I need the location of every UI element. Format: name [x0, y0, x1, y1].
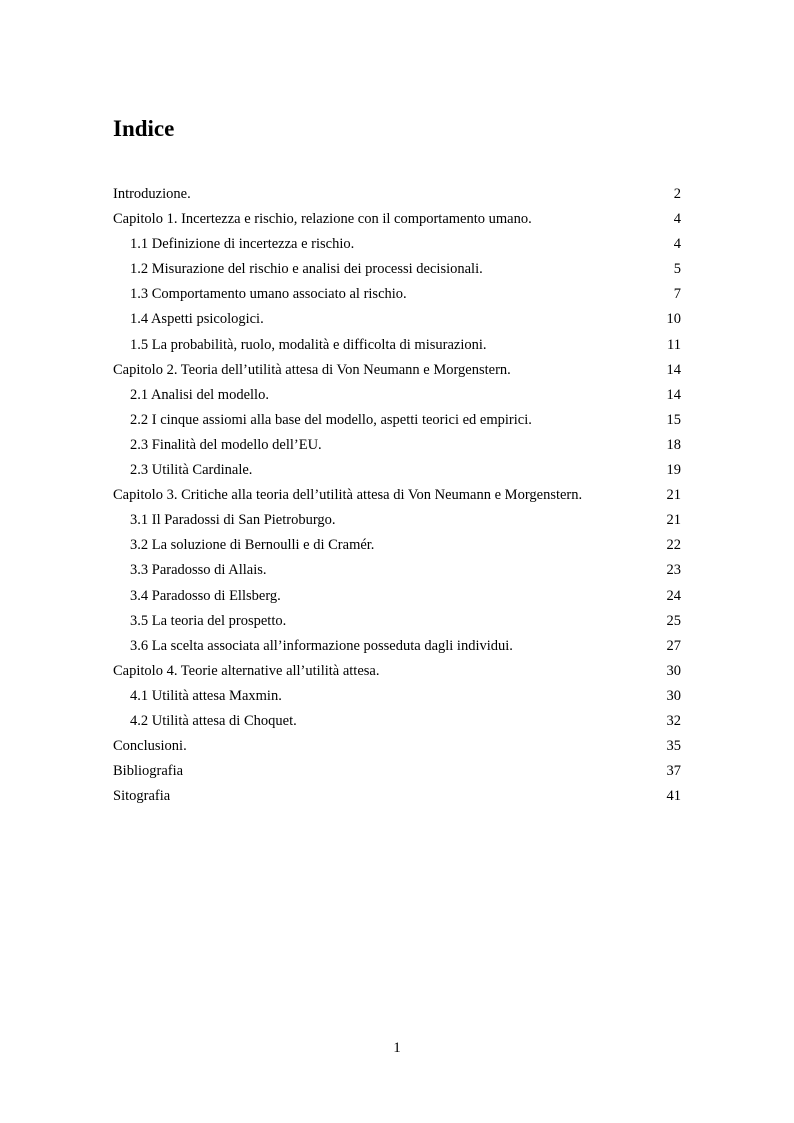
toc-entry-title: 3.4 Paradosso di Ellsberg. — [130, 587, 281, 604]
toc-entry-page: 41 — [666, 788, 681, 805]
table-of-contents — [113, 182, 681, 809]
toc-entry-page: 23 — [666, 562, 681, 579]
toc-entry[interactable] — [113, 182, 681, 207]
toc-entry-page: 37 — [666, 763, 681, 780]
toc-entry-title: 3.2 La soluzione di Bernoulli e di Cramér. — [130, 537, 375, 554]
toc-entry-title: 3.6 La scelta associata all’informazione posseduta dagli individui. — [130, 637, 513, 654]
toc-entry[interactable] — [113, 207, 681, 232]
toc-entry-title: 2.2 I cinque assiomi alla base del modello, aspetti teorici ed empirici. — [130, 411, 532, 428]
toc-entry-page: 2 — [673, 186, 681, 202]
toc-entry[interactable] — [113, 282, 681, 307]
toc-entry[interactable] — [113, 584, 681, 609]
toc-entry[interactable] — [113, 333, 681, 358]
toc-entry[interactable] — [113, 383, 681, 408]
toc-entry-title: Capitolo 2. Teoria dell’utilità attesa di Von Neumann e Morgenstern. — [113, 361, 511, 378]
toc-entry-page: 7 — [673, 286, 681, 303]
toc-entry-page: 15 — [666, 411, 681, 428]
toc-entry-title: Capitolo 1. Incertezza e rischio, relazione con il comportamento umano. — [113, 211, 532, 228]
toc-entry-title: 4.1 Utilità attesa Maxmin. — [130, 687, 282, 704]
toc-entry-title: 3.5 La teoria del prospetto. — [130, 612, 287, 629]
toc-entry-page: 21 — [666, 487, 681, 504]
toc-entry-title: Capitolo 3. Critiche alla teoria dell’utilità attesa di Von Neumann e Morgenstern. — [113, 487, 583, 504]
toc-entry-page: 35 — [666, 738, 681, 755]
toc-entry-page: 25 — [666, 612, 681, 629]
toc-entry-page: 24 — [666, 587, 681, 604]
toc-entry[interactable] — [113, 483, 681, 508]
toc-entry[interactable] — [113, 508, 681, 533]
toc-entry-page: 30 — [666, 662, 681, 679]
toc-entry-title: 2.3 Finalità del modello dell’EU. — [130, 436, 322, 453]
toc-entry-title: 1.5 La probabilità, ruolo, modalità e difficolta di misurazioni. — [130, 336, 487, 353]
toc-entry-page: 18 — [666, 436, 681, 453]
toc-entry[interactable] — [113, 609, 681, 634]
toc-entry-title: 4.2 Utilità attesa di Choquet. — [130, 712, 297, 729]
toc-entry-title: 1.2 Misurazione del rischio e analisi dei processi decisionali. — [130, 261, 483, 278]
toc-entry[interactable] — [113, 734, 681, 759]
toc-entry[interactable] — [113, 634, 681, 659]
toc-entry[interactable] — [113, 659, 681, 684]
toc-entry-title: Introduzione. — [113, 186, 191, 202]
toc-entry-page: 27 — [666, 637, 681, 654]
toc-entry-page: 4 — [673, 211, 681, 228]
toc-entry-page: 32 — [666, 712, 681, 729]
toc-entry-title: 1.3 Comportamento umano associato al rischio. — [130, 286, 407, 303]
toc-entry-title: 2.3 Utilità Cardinale. — [130, 462, 253, 479]
toc-entry[interactable] — [113, 558, 681, 583]
page-number: 1 — [393, 1040, 401, 1056]
toc-entry-title: Sitografia — [113, 788, 171, 805]
toc-entry-page: 14 — [666, 361, 681, 378]
toc-entry[interactable] — [113, 709, 681, 734]
toc-entry-page: 30 — [666, 687, 681, 704]
toc-entry[interactable] — [113, 408, 681, 433]
toc-entry-title: 1.1 Definizione di incertezza e rischio. — [130, 236, 355, 253]
toc-entry-title: 2.1 Analisi del modello. — [130, 386, 269, 403]
toc-entry-page: 19 — [666, 462, 681, 479]
toc-entry-title: Bibliografia — [113, 763, 184, 780]
toc-entry-title: 1.4 Aspetti psicologici. — [130, 311, 264, 328]
toc-entry-page: 22 — [666, 537, 681, 554]
toc-entry-page: 14 — [666, 386, 681, 403]
toc-entry-page: 10 — [666, 311, 681, 328]
toc-entry-page: 11 — [667, 336, 681, 353]
toc-entry-page: 4 — [673, 236, 681, 253]
toc-entry[interactable] — [113, 684, 681, 709]
toc-entry-page: 21 — [666, 512, 681, 529]
toc-entry-title: 3.3 Paradosso di Allais. — [130, 562, 267, 579]
toc-entry[interactable] — [113, 307, 681, 332]
toc-entry[interactable] — [113, 232, 681, 257]
toc-entry[interactable] — [113, 759, 681, 784]
toc-entry[interactable] — [113, 784, 681, 809]
page-title: Indice — [113, 116, 175, 141]
toc-entry-title: Capitolo 4. Teorie alternative all’utilità attesa. — [113, 662, 380, 679]
toc-entry[interactable] — [113, 458, 681, 483]
toc-entry[interactable] — [113, 358, 681, 383]
toc-entry-title: Conclusioni. — [113, 738, 187, 755]
toc-entry-page: 5 — [673, 261, 681, 278]
toc-entry-title: 3.1 Il Paradossi di San Pietroburgo. — [130, 512, 336, 529]
toc-entry[interactable] — [113, 533, 681, 558]
toc-entry[interactable] — [113, 433, 681, 458]
toc-entry[interactable] — [113, 257, 681, 282]
